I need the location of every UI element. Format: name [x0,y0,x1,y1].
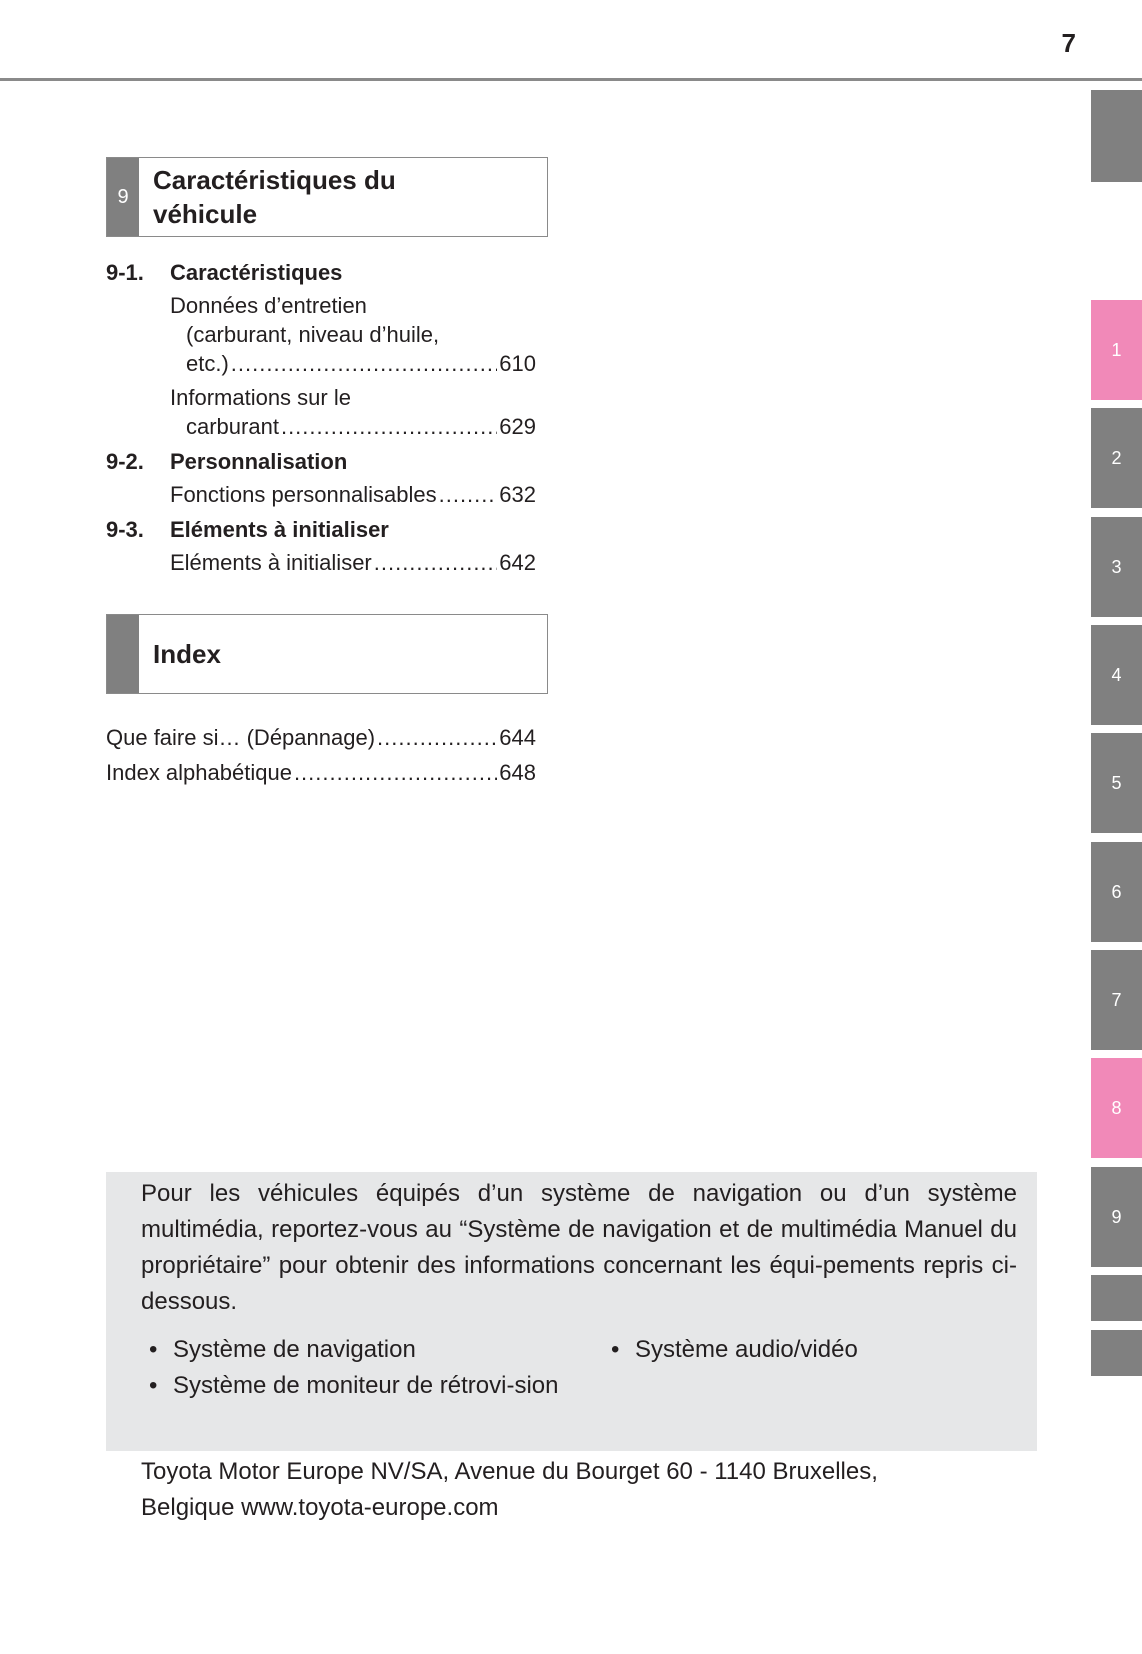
subsection-number: 9-3. [106,517,144,542]
section-title-line1: Caractéristiques du [153,165,396,195]
subsection-heading [106,515,536,544]
subsection-title: Caractéristiques [170,260,343,285]
chapter-tab[interactable]: 9 [1091,1167,1142,1267]
bullet-item: • Système de navigation [141,1332,571,1368]
footer-address [141,1454,1041,1526]
note-bullets [141,1332,1017,1404]
dot-leader [281,412,497,441]
toc-entry-line: (carburant, niveau d’huile, [186,322,440,347]
dot-leader [294,755,497,790]
toc-entry-text: etc.) [186,351,229,376]
toc-entry-line: Informations sur le [170,385,351,410]
navigation-note [106,1172,1037,1451]
toc-entry-text: Eléments à initialiser [170,550,372,575]
index-entry-text: Index alphabétique [106,760,292,785]
index-entry [106,720,536,755]
toc-entry-line: Données d’entretien [170,293,367,318]
index-list [106,720,536,790]
footer-line1: Toyota Motor Europe NV/SA, Avenue du Bourget 60 - 1140 Bruxelles, [141,1458,878,1485]
chapter-tab[interactable]: 8 [1091,1058,1142,1158]
index-entry [106,755,536,790]
chapter-tab[interactable]: 4 [1091,625,1142,725]
chapter-tab[interactable]: 3 [1091,517,1142,617]
subsection-heading [106,258,536,287]
chapter-tab[interactable]: 1 [1091,300,1142,400]
bullet-list-left [141,1332,571,1404]
dot-leader [377,720,497,755]
bullet-item: • Système de moniteur de rétrovi-sion [141,1368,571,1404]
chapter-tab[interactable] [1091,90,1142,182]
page-ref: 642 [499,550,536,575]
bullet-item: • Système audio/vidéo [603,1332,858,1368]
note-paragraph: Pour les véhicules équipés d’un système de navigation ou d’un système multimédia, reportez-vous au “Système de navigation et de multimédia Manuel du propriétaire” pour obtenir des informations concernant les équi-pements repris ci-dessous. [141,1180,1017,1315]
subsection-number: 9-2. [106,449,144,474]
chapter-tab[interactable]: 7 [1091,950,1142,1050]
index-section-header [106,614,548,694]
toc-entry-leader [170,349,536,378]
subsection-number: 9-1. [106,260,144,285]
header-rule [0,78,1142,81]
page-ref: 610 [499,351,536,376]
toc-entry [106,548,536,577]
page-ref: 648 [499,760,536,785]
subsection-title: Eléments à initialiser [170,517,389,542]
toc-entry-text: carburant [186,414,279,439]
toc-entry [106,480,536,509]
toc-entry-leader [170,480,536,509]
dot-leader [374,548,498,577]
chapter-tab[interactable]: 6 [1091,842,1142,942]
subsection-heading [106,447,536,476]
dot-leader [231,349,497,378]
section-title-line2: véhicule [153,199,258,229]
chapter-tab[interactable]: 5 [1091,733,1142,833]
section-number-blank [107,615,139,693]
toc-entry-text: Fonctions personnalisables [170,482,437,507]
index-entry-text: Que faire si… (Dépannage) [106,725,376,750]
chapter-tab[interactable] [1091,1275,1142,1321]
section-number: 9 [107,158,139,236]
toc-entry [106,383,536,441]
chapter-tab[interactable]: 2 [1091,408,1142,508]
section-title [139,158,410,236]
footer-line2: Belgique www.toyota-europe.com [141,1494,499,1521]
section-9-toc [106,252,536,582]
toc-entry-leader [170,412,536,441]
page-ref: 644 [499,725,536,750]
dot-leader [439,480,498,509]
page-number: 7 [1061,28,1076,58]
toc-entry [106,291,536,378]
page-ref: 629 [499,414,536,439]
bullet-list-right [603,1332,858,1404]
section-9-header [106,157,548,237]
toc-entry-leader [170,548,536,577]
index-title: Index [153,639,221,669]
chapter-tab[interactable] [1091,1330,1142,1376]
page-ref: 632 [499,482,536,507]
subsection-title: Personnalisation [170,449,348,474]
